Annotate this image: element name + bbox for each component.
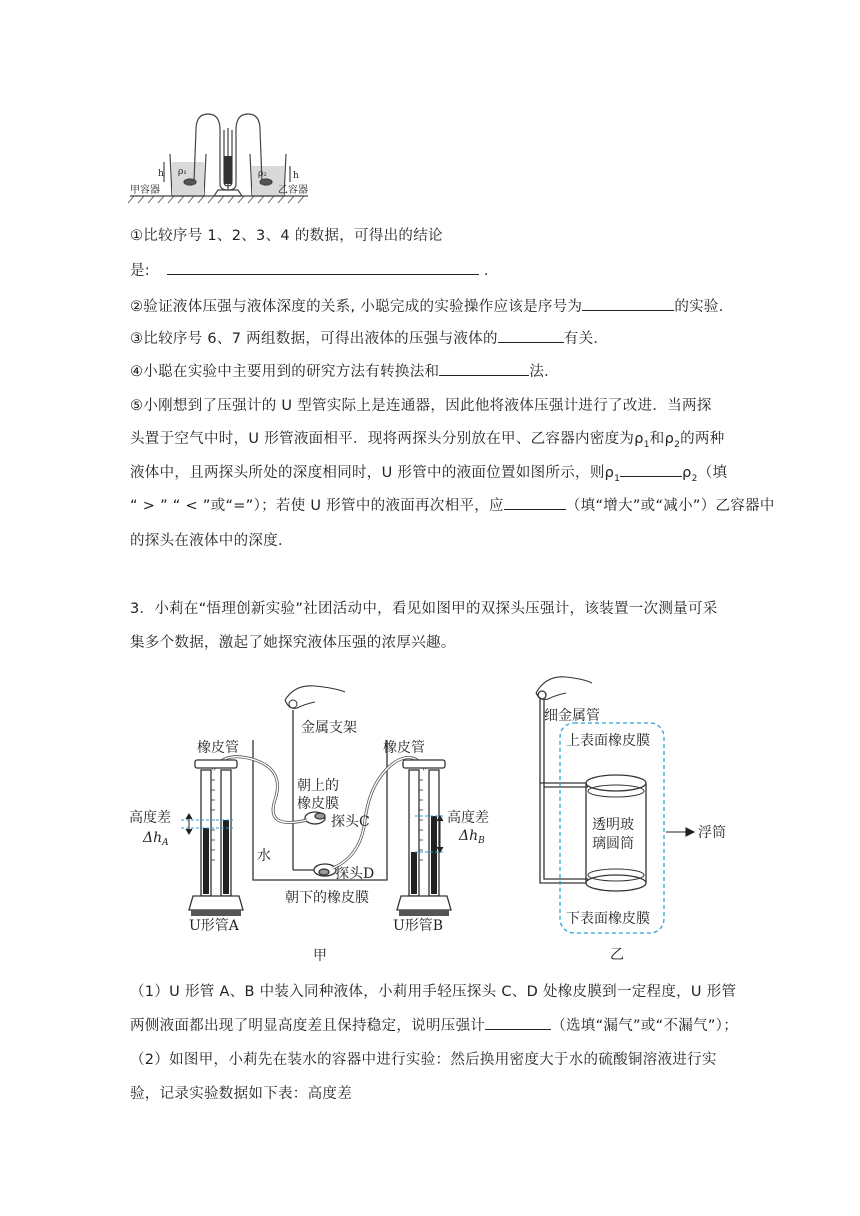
q2-l3-pre: ②验证液体压强与液体深度的关系, 小聪完成的实验操作应该是序号为 [130,299,583,315]
q2-l9-post: （填“增大”或“减小”）乙容器中 [565,498,775,514]
label-height-diff-left: 高度差 [129,810,171,826]
label-glass-2: 璃圆筒 [592,836,634,852]
q2-line-9 [130,494,775,515]
q2-line-10: 的探头在液体中的深度． [130,533,293,549]
label-water: 水 [257,848,271,864]
label-float: 浮筒 [698,825,726,841]
q2-l8-pre: 液体中，且两探头所处的深度相同时，U 形管中的液面位置如图所示，则ρ [130,465,615,481]
label-membrane-up-2: 橡皮膜 [297,796,339,812]
label-metal-stand: 金属支架 [301,720,357,736]
q2-line-4 [130,327,608,348]
q2-l8-sub2: 2 [691,473,698,484]
dh-a-main: Δh [143,830,163,846]
q3-line-6: 验，记录实验数据如下表：高度差 [130,1086,352,1102]
top-h-left: h [158,169,164,179]
label-thin-tube: 细金属管 [544,708,600,724]
dh-b-main: Δh [459,828,479,844]
q3-line-2: 集多个数据，激起了她探究液体压强的浓厚兴趣。 [130,635,456,651]
caption-yi: 乙 [610,947,624,963]
q2-l8-post: （填 [697,465,728,481]
q2-line-1: ①比较序号 1、2、3、4 的数据，可得出的结论 [130,228,443,244]
label-rubber-tube-right: 橡皮管 [383,740,425,756]
q2-l4-pre: ③比较序号 6、7 两组数据，可得出液体的压强与液体的 [130,331,498,347]
q2-line-8 [130,461,727,484]
q2-l5-pre: ④小聪在实验中主要用到的研究方法有转换法和 [130,364,440,380]
label-u-tube-b: U形管B [393,918,444,934]
q2-l7-post: 的两种 [680,431,725,447]
q2-l2-post: . [483,263,489,279]
figure-jia [125,680,515,965]
q2-l7-mid: 和ρ [649,431,675,447]
answer-blank-7[interactable] [485,1015,551,1030]
q2-l9-pre: “ > ” “ < ”或“=”）；若使 U 形管中的液面再次相平，应 [130,498,504,514]
label-height-diff-right: 高度差 [447,810,489,826]
label-glass-1: 透明玻 [592,817,634,833]
top-rho-left: ρ₁ [178,167,187,177]
label-probe-d: 探头D [335,866,375,882]
q3-line-5: （2）如图甲，小莉先在装水的容器中进行实验：然后换用密度大于水的硫酸铜溶液进行实 [130,1052,717,1068]
label-lower-membrane: 下表面橡皮膜 [566,911,650,927]
answer-blank-1[interactable] [167,260,479,275]
q2-l7-sub1: 1 [643,439,650,450]
q2-l8-mid: ρ [682,465,692,481]
label-u-tube-a: U形管A [189,918,239,934]
top-figure [128,110,313,210]
answer-blank-2[interactable] [582,296,674,311]
q3-line-1: 3．小莉在“悟理创新实验”社团活动中，看见如图甲的双探头压强计，该装置一次测量可采 [130,601,718,617]
answer-blank-5[interactable] [620,462,682,477]
label-dh-a [142,830,169,848]
top-right-label: 乙容器 [278,185,308,196]
dh-b-sub: B [478,836,485,846]
top-left-label: 甲容器 [130,185,160,196]
q2-line-5 [130,360,559,381]
caption-jia: 甲 [313,948,327,964]
q2-line-3 [130,295,734,316]
q2-l4-post: 有关． [563,331,609,347]
q2-l3-post: 的实验． [674,299,734,315]
q2-line-7 [130,427,725,450]
label-probe-c: 探头C [331,814,370,830]
top-h-right: h [293,171,299,181]
q2-line-2 [130,259,489,280]
figure-yi [528,665,743,965]
q2-l7-pre: 头置于空气中时，U 形管液面相平．现将两探头分别放在甲、乙容器内密度为ρ [130,431,644,447]
label-dh-b [458,828,485,846]
q2-l7-sub2: 2 [674,439,681,450]
top-rho-right: ρ₂ [258,169,267,179]
answer-blank-6[interactable] [504,495,566,510]
answer-blank-3[interactable] [498,328,564,343]
q3-l4-pre: 两侧液面都出现了明显高度差且保持稳定，说明压强计 [130,1018,486,1034]
answer-blank-4[interactable] [439,361,529,376]
label-rubber-tube-left: 橡皮管 [197,740,239,756]
q3-l4-post: （选填“漏气”或“不漏气”）； [551,1018,738,1034]
q2-l8-sub1: 1 [614,473,621,484]
q2-l5-post: 法． [529,364,559,380]
q3-line-3: （1）U 形管 A、B 中装入同种液体，小莉用手轻压探头 C、D 处橡皮膜到一定程度，U 形管 [130,984,737,1000]
label-membrane-up-1: 朝上的 [297,778,339,794]
q2-line-6: ⑤小刚想到了压强计的 U 型管实际上是连通器，因此他将液体压强计进行了改进．当两探 [130,398,712,414]
dh-a-sub: A [162,838,169,848]
label-upper-membrane: 上表面橡皮膜 [566,733,650,749]
q3-line-4 [130,1014,738,1035]
label-membrane-down: 朝下的橡皮膜 [285,890,369,906]
q2-l2-pre: 是: [130,263,150,279]
